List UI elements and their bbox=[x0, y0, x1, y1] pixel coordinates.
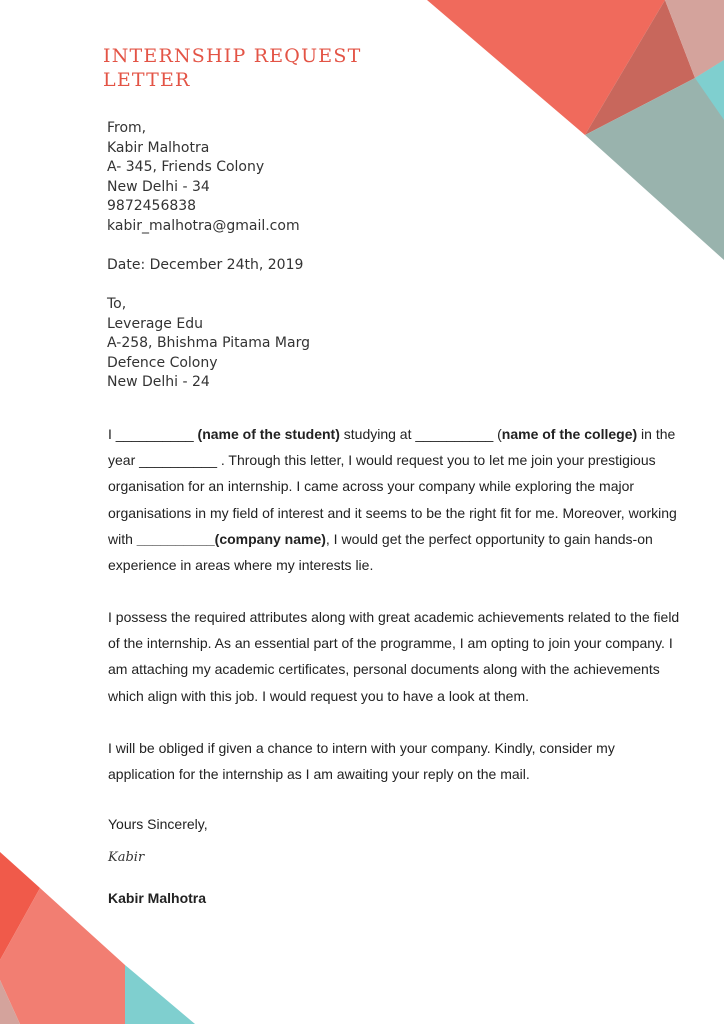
closing-salutation: Yours Sincerely, bbox=[108, 816, 208, 832]
date-block bbox=[107, 256, 303, 276]
sender-address-line2: New Delhi - 34 bbox=[107, 178, 210, 195]
body-paragraph-1 bbox=[108, 421, 683, 578]
teal-triangle bbox=[125, 965, 195, 1024]
student-name-placeholder: (name of the student) bbox=[197, 426, 340, 442]
recipient-address-line1: A-258, Bhishma Pitama Marg bbox=[107, 335, 310, 352]
p1-text-2: studying at __________ ( bbox=[339, 426, 502, 442]
p1-text-3: in the year __________ . Through this letter, I would request you to let me join your prestigious organisation for an internship. I came across your company while exploring the major organisations in my field of interest and it seems to be the right fit for me. Moreover, working with bbox=[108, 426, 677, 547]
sender-phone: 9872456838 bbox=[107, 198, 197, 215]
sender-address bbox=[107, 119, 300, 237]
p1-text-4: , I would get the perfect opportunity to gain hands-on experience in areas where my interests lie. bbox=[108, 530, 653, 574]
recipient-org: Leverage Edu bbox=[107, 315, 203, 332]
signer-name: Kabir Malhotra bbox=[108, 890, 207, 906]
recipient-address bbox=[107, 295, 310, 393]
college-name-placeholder: name of the college) bbox=[501, 426, 638, 442]
body-paragraph-2: I possess the required attributes along with great academic achievements related to the field of the internship. As an essential part of the programme, I am opting to join your company. I am attaching my academic certificates, personal documents along with the achievements which align with this job. I would request you to have a look at them. bbox=[108, 609, 680, 704]
to-label: To, bbox=[107, 296, 127, 312]
handwritten-signature: Kabir bbox=[108, 850, 145, 865]
letter-title: INTERNSHIP REQUEST LETTER bbox=[103, 45, 362, 91]
letter-date: Date: December 24th, 2019 bbox=[107, 257, 304, 273]
recipient-address-line2: Defence Colony bbox=[107, 354, 218, 371]
sender-email: kabir_malhotra@gmail.com bbox=[107, 217, 300, 234]
p1-text-1: I __________ bbox=[108, 426, 198, 442]
sender-name: Kabir Malhotra bbox=[107, 139, 210, 156]
from-label: From, bbox=[107, 120, 147, 136]
body-paragraph-3: I will be obliged if given a chance to intern with your company. Kindly, consider my application for the internship as I am awaiting your reply on the mail. bbox=[108, 740, 615, 783]
sender-address-line1: A- 345, Friends Colony bbox=[107, 159, 265, 176]
recipient-address-line3: New Delhi - 24 bbox=[107, 374, 210, 391]
company-name-placeholder: __________(company name) bbox=[136, 530, 326, 547]
